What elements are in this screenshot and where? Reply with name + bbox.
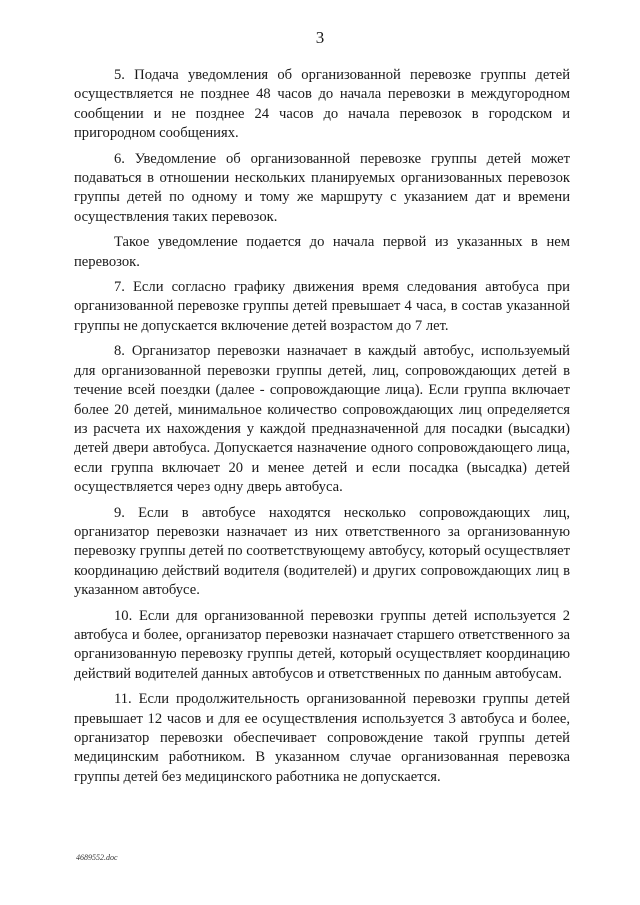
paragraph-6-continuation: Такое уведомление подается до начала первой из указанных в нем перевозок. bbox=[74, 234, 570, 270]
paragraph-9: 9. Если в автобусе находятся несколько сопровождающих лиц, организатор перевозки назначает из них ответственного за организованную перевозку группы детей по соответствующему автобусу, который осуществляет координацию действий водителя (водителей) и других сопровождающих лиц в указанном автобусе. bbox=[74, 504, 570, 599]
paragraph-10: 10. Если для организованной перевозки группы детей используется 2 автобуса и более, организатор перевозки назначает старшего ответственного за организованную перевозку группы детей, который осуществляет координацию действий водителей данных автобусов и ответственных по данным автобусам. bbox=[74, 607, 570, 682]
paragraph-7: 7. Если согласно графику движения время следования автобуса при организованной перевозке группы детей превышает 4 часа, в состав указанной группы не допускается включение детей возрастом до 7 лет. bbox=[74, 279, 570, 334]
paragraph-5: 5. Подача уведомления об организованной перевозке группы детей осуществляется не позднее 48 часов до начала перевозки в междугородном сообщении и не позднее 24 часов до начала перевозок в городском и пригородном сообщениях. bbox=[74, 67, 570, 142]
page-number: 3 bbox=[315, 28, 325, 47]
document-body bbox=[74, 66, 570, 793]
footer-filename: 4689552.doc bbox=[76, 853, 118, 862]
paragraph-8: 8. Организатор перевозки назначает в каждый автобус, используемый для организованной перевозки группы детей, лиц, сопровождающих детей в течение всей поездки (далее - сопровождающие лица). Если группа включает более 20 детей, минимальное количество сопровождающих лиц определяется из расчета их нахождения у каждой предназначенной для посадки (высадки) детей двери автобуса. Допускается назначение одного сопровождающего лица, если группа включает 20 и менее детей и если посадка (высадка) детей осуществляется через одну дверь автобуса. bbox=[74, 343, 570, 496]
paragraph-6: 6. Уведомление об организованной перевозке группы детей может подаваться в отношении нескольких планируемых организованных перевозок группы детей по одному и тому же маршруту с указанием дат и времени осуществления таких перевозок. bbox=[74, 150, 570, 225]
paragraph-11: 11. Если продолжительность организованной перевозки группы детей превышает 12 часов и для ее осуществления используется 3 автобуса и более, организатор перевозки обеспечивает сопровождение такой группы детей медицинским работником. В указанном случае организованная перевозка группы детей без медицинского работника не допускается. bbox=[74, 691, 570, 785]
